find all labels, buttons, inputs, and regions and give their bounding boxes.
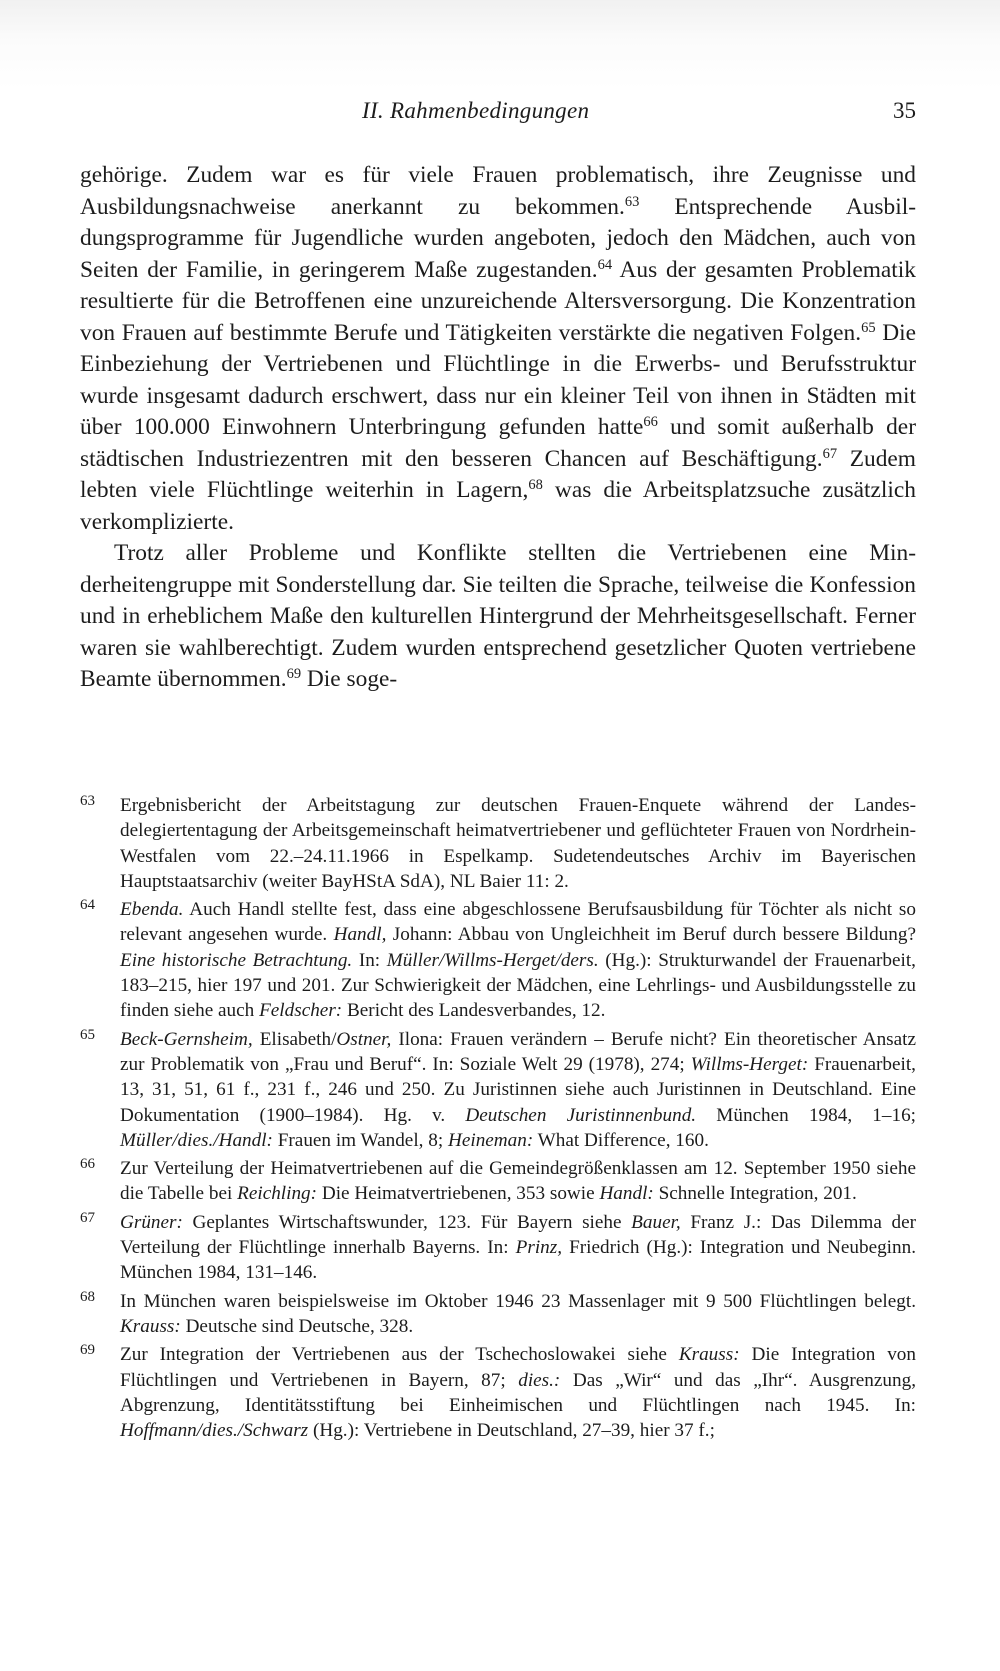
text-run: Schnelle Integration, 201. — [653, 1183, 857, 1205]
italic-citation: Deutschen Juristinnenbund. — [465, 1104, 697, 1126]
footnote — [80, 793, 916, 894]
page-number: 35 — [893, 98, 916, 123]
text-run: In: — [352, 949, 387, 971]
italic-citation: Handl, — [333, 924, 387, 946]
text-run: und somit außerhalb der städtischen Industriezentren mit den besseren Chancen auf Beschäftigung. — [80, 414, 916, 472]
footnote-text — [120, 1158, 916, 1204]
italic-citation: Ebenda. — [120, 899, 184, 921]
text-run: (Hg.): Strukturwandel der Frauenarbeit, 183–215, hier 197 und 201. Zur Schwierigkeit der Mädchen, eine Lehrlings- und Ausbildungsstelle zu finden siehe auch — [120, 949, 916, 1022]
text-run: Johann: Abbau von Ungleichheit im Beruf durch bessere Bildung? — [386, 924, 916, 946]
text-run: Zur Integration der Vertriebenen aus der Tschechoslowakei siehe — [120, 1344, 679, 1366]
text-run: Die soge- — [301, 666, 398, 692]
text-run: Friedrich (Hg.): Integration und Neubeginn. München 1984, 131–146. — [120, 1237, 916, 1284]
footnote-ref[interactable]: 63 — [624, 193, 640, 210]
italic-citation: Willms-Herget: — [690, 1053, 809, 1075]
text-run: Die Heimatvertriebenen, 353 sowie — [317, 1183, 600, 1205]
italic-citation: Krauss: — [678, 1344, 740, 1366]
footnote-number: 66 — [80, 1156, 95, 1173]
footnote-ref[interactable]: 69 — [286, 666, 302, 683]
italic-citation: Hoffmann/dies./Schwarz — [120, 1420, 309, 1442]
footnote — [80, 897, 916, 1023]
text-run: Geplantes Wirtschaftswunder, 123. Für Bayern siehe — [182, 1211, 632, 1233]
footnote-text — [120, 1291, 916, 1337]
text-run: Ergebnisbericht der Arbeitstagung zur deutschen Frauen-Enquete während der Landesdelegiertentagung der Arbeitsgemeinschaft heimatvertriebener und geflüchteter Frauen von Nordrhein-Westfalen vom 22.–24.11.1966 in Espelkamp. Sudetendeutsches Archiv im Bayerischen Hauptstaatsarchiv (weiter BayHStA SdA), NL Baier 11: 2. — [120, 795, 916, 892]
footnote — [80, 1289, 916, 1340]
footnote-number: 68 — [80, 1288, 95, 1305]
text-run: Elisabeth/ — [252, 1028, 337, 1050]
text-run: Das „Wir“ und das „Ihr“. Ausgrenzung, Abgrenzung, Identitätsstiftung bei Einheimischen und Flüchtlingen nach 1945. In: — [120, 1369, 916, 1416]
text-run: What Difference, 160. — [533, 1129, 709, 1151]
footnote-text — [120, 1212, 916, 1284]
footnote-number: 69 — [80, 1342, 95, 1359]
footnote-number: 64 — [80, 897, 95, 914]
text-run: was die Arbeitsplatzsuche zusätzlich verkomplizierte. — [80, 477, 916, 535]
footnote — [80, 1210, 916, 1286]
running-head — [80, 98, 916, 128]
footnote — [80, 1027, 916, 1153]
footnote-number: 65 — [80, 1026, 95, 1043]
text-run: Franz J.: Das Dilemma der Verteilung der Flüchtlinge innerhalb Bayerns. In: — [120, 1211, 917, 1259]
italic-citation: Beck-Gernsheim, — [120, 1028, 253, 1050]
footnote-number: 67 — [80, 1209, 95, 1226]
text-run: Trotz aller Probleme und Konflikte stellten die Vertriebenen eine Minderheitengruppe mit Sonderstellung dar. Sie teilten die Sprache, teilweise die Konfession und in erheblichem Maße den kulturellen Hintergrund der Mehrheitsgesellschaft. Ferner waren sie wahlberechtigt. Zudem wurden entsprechend gesetzlicher Quoten vertriebene Beamte übernommen. — [80, 540, 916, 692]
text-run: Zur Verteilung der Heimatvertriebenen auf die Gemeindegrößenklassen am 12. September 1950 siehe die Tabelle bei — [120, 1158, 916, 1205]
text-run: Frauen im Wandel, 8; — [272, 1129, 448, 1151]
footnote-text — [120, 899, 916, 1021]
footnote-text — [120, 1344, 916, 1441]
text-run: gehörige. Zudem war es für viele Frauen problematisch, ihre Zeugnisse und Ausbildungsnachweise anerkannt zu bekommen. — [80, 162, 916, 220]
footnote-ref[interactable]: 68 — [528, 477, 543, 494]
text-run: (Hg.): Vertriebene in Deutschland, 27–39, hier 37 f.; — [308, 1420, 715, 1442]
italic-citation: Heineman: — [447, 1129, 534, 1151]
text-run: Aus der gesamten Problematik resultierte für die Betroffenen eine unzureichende Altersversorgung. Die Konzentration von Frauen auf bestimmte Berufe und Tätigkeiten verstärkte die negativen Folgen. — [80, 256, 917, 346]
text-run: Auch Handl stellte fest, dass eine abgeschlossene Berufsausbildung für Töchter als nicht so relevant angesehen wurde. — [120, 899, 916, 946]
text-run: Die Einbeziehung der Vertriebenen und Flüchtlinge in die Erwerbs- und Berufsstruktur wurde insgesamt dadurch erschwert, dass nur ein kleiner Teil von ihnen in Städten mit über 100.000 Einwohnern Unterbringung gefunden hatte — [80, 319, 917, 440]
footnote — [80, 1156, 916, 1207]
italic-citation: Grüner: — [120, 1211, 183, 1233]
italic-citation: dies.: — [518, 1369, 561, 1391]
footnotes-section — [80, 793, 916, 1446]
italic-citation: Müller/dies./Handl: — [120, 1129, 273, 1151]
text-run: Entsprechende Ausbildungsprogramme für Jugendliche wurden angeboten, jedoch den Mädchen, auch von Seiten der Familie, in geringerem Maße zugestanden. — [80, 193, 916, 283]
italic-citation: Ostner, — [336, 1028, 392, 1050]
text-run: Frauenarbeit, 13, 31, 51, 61 f., 231 f., 246 und 250. Zu Juristinnen siehe auch Juristinnen in Deutschland. Eine Dokumentation (1900–1984). Hg. v. — [120, 1053, 916, 1126]
footnote-ref[interactable]: 64 — [597, 256, 613, 273]
footnote-text — [120, 795, 916, 892]
text-run: Zudem lebten viele Flüchtlinge weiterhin in Lagern, — [80, 445, 916, 503]
paragraph — [80, 160, 916, 538]
text-run: Die Integration von Flüchtlingen und Vertriebenen in Bayern, 87; — [120, 1344, 916, 1391]
footnote — [80, 1342, 916, 1443]
text-run: Bericht des Landesverbandes, 12. — [342, 1000, 606, 1022]
footnote-number: 63 — [80, 793, 95, 809]
footnote-ref[interactable]: 66 — [643, 414, 658, 431]
footnote-text — [120, 1029, 916, 1151]
text-run: Deutsche sind Deutsche, 328. — [180, 1315, 414, 1337]
chapter-title: II. Rahmenbedingungen — [362, 98, 590, 123]
main-text — [80, 160, 916, 696]
italic-citation: Bauer, — [631, 1211, 681, 1233]
footnote-ref[interactable]: 65 — [861, 319, 876, 336]
italic-citation: Handl: — [599, 1183, 654, 1205]
footnote-ref[interactable]: 67 — [822, 445, 838, 462]
italic-citation: Müller/Willms-Herget/ders. — [386, 949, 599, 971]
paragraph — [80, 538, 916, 696]
italic-citation: Eine historische Betrachtung. — [120, 949, 353, 971]
text-run: In München waren beispielsweise im Oktober 1946 23 Massenlager mit 9 500 Flüchtlingen belegt. — [120, 1290, 916, 1312]
text-run: Ilona: Frauen verändern – Berufe nicht? Ein theoretischer Ansatz zur Problematik von „Frau und Beruf“. In: Soziale Welt 29 (1978), 274; — [120, 1028, 916, 1075]
text-run: München 1984, 1–16; — [696, 1104, 917, 1126]
italic-citation: Krauss: — [120, 1315, 181, 1337]
italic-citation: Prinz, — [515, 1237, 563, 1259]
italic-citation: Reichling: — [237, 1183, 318, 1205]
italic-citation: Feldscher: — [259, 1000, 343, 1022]
